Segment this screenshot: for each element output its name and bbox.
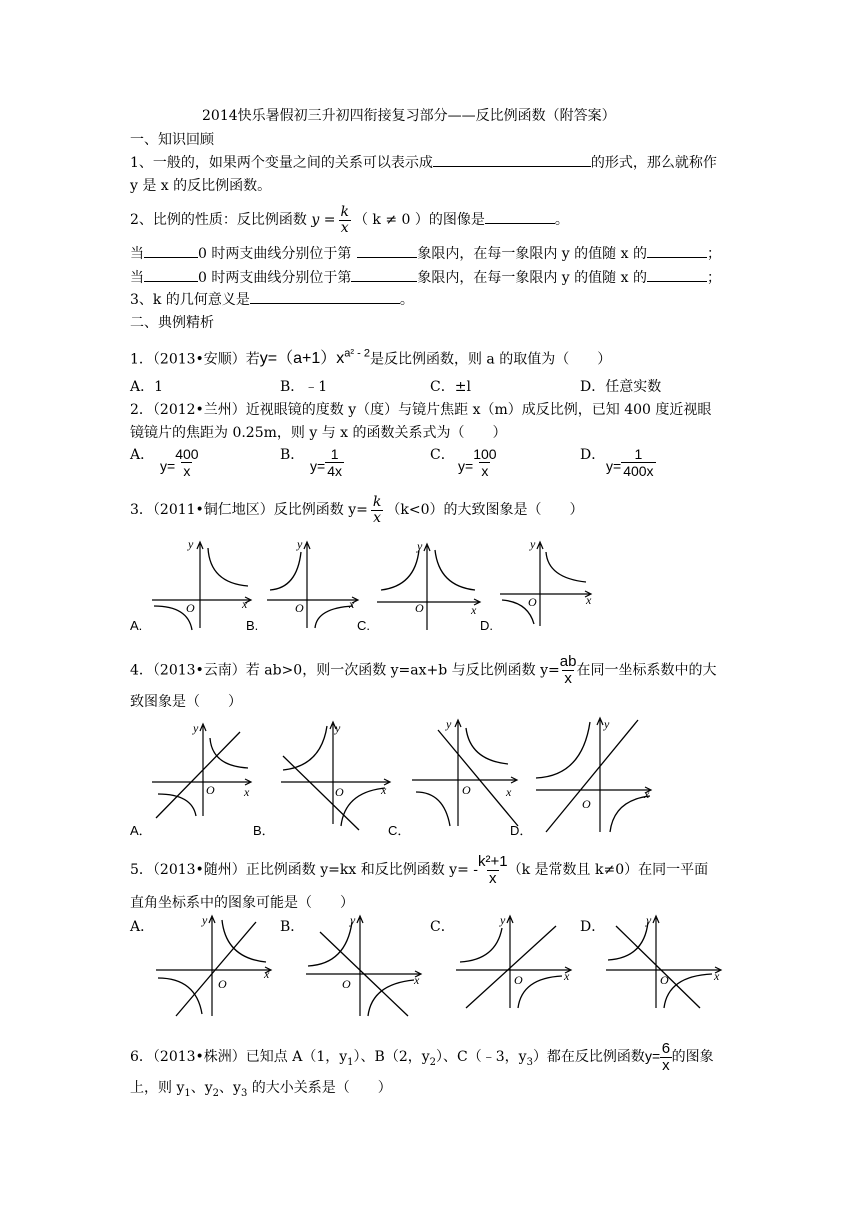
svg-text:x: x: [349, 597, 355, 611]
question-5: 5．（2013•随州）正比例函数 y=kx 和反比例函数 y= - $\frac{\text{k²+1}}{x}$ （k 是常数且 k≠0）在同一平面: [130, 852, 709, 887]
q2-option-b[interactable]: B．: [280, 447, 305, 463]
q2-formula-d: y= $\frac{1}{400x}$: [606, 446, 654, 479]
fraction-k-over-x: $\frac{k}{x}$: [340, 203, 349, 236]
q1-option-a[interactable]: A．1: [130, 379, 164, 395]
knowledge-item-2-case-1: 当 0 时两支曲线分别位于第 象限内，在每一象限内 y 的值随 x 的 ；: [130, 243, 721, 264]
q4-graph-d[interactable]: [532, 714, 656, 834]
svg-text:y: y: [297, 537, 303, 551]
q5-graph-d[interactable]: [602, 912, 726, 1012]
knowledge-item-1-cont: y 是 x 的反比例函数。: [130, 178, 272, 194]
svg-text:O: O: [206, 783, 215, 797]
svg-text:x: x: [714, 969, 720, 983]
svg-text:x: x: [506, 785, 512, 799]
svg-text:x: x: [381, 783, 387, 797]
svg-text:x: x: [644, 787, 650, 801]
section-heading-review: 一、知识回顾: [130, 132, 214, 148]
q3-label-c: C.: [357, 618, 370, 633]
q4-label-a: A．: [130, 823, 152, 838]
question-1: 1．（2013•安顺）若$y=(a+1)x^{a^2 - 2}$是反比例函数，则 a 的取值为（ ）: [130, 348, 612, 368]
q4-graph-c[interactable]: [408, 716, 523, 830]
answer-blank[interactable]: [144, 243, 198, 258]
svg-text:O: O: [582, 797, 591, 811]
q2-option-d[interactable]: D．: [580, 447, 606, 463]
knowledge-item-1: 1、一般的，如果两个变量之间的关系可以表示成 的形式，那么就称作: [130, 152, 717, 173]
svg-text:x: x: [471, 603, 477, 617]
q5-option-d[interactable]: D．: [580, 919, 606, 935]
svg-text:y: y: [188, 537, 194, 551]
q3-graph-c[interactable]: [375, 540, 485, 632]
answer-blank[interactable]: [433, 152, 591, 167]
question-5-cont: 直角坐标系中的图象可能是（ ）: [130, 895, 354, 911]
q5-option-b[interactable]: B．: [280, 919, 305, 935]
svg-text:y: y: [500, 913, 506, 927]
svg-text:O: O: [528, 595, 537, 609]
q5-graph-a[interactable]: [152, 912, 276, 1018]
question-6-cont: 上，则 $y_1$、$y_2$、$y_3$ 的大小关系是（ ）: [130, 1080, 392, 1099]
svg-text:y: y: [530, 537, 536, 551]
svg-text:y: y: [646, 913, 652, 927]
q1-option-b[interactable]: B．﹣1: [280, 379, 328, 395]
q5-option-c[interactable]: C．: [430, 919, 455, 935]
svg-text:O: O: [335, 785, 344, 799]
question-2: 2．（2012•兰州）近视眼镜的度数 y（度）与镜片焦距 x（m）成反比例，已知 400 度近视眼: [130, 402, 712, 418]
knowledge-item-2: 2、比例的性质：反比例函数 y = $\frac{k}{x}$ （ k ≠ 0 ）的图像是 。: [130, 203, 569, 236]
svg-text:O: O: [218, 977, 227, 991]
q2-formula-c: y= $\frac{100}{x}$: [458, 446, 497, 479]
q3-graph-a[interactable]: [150, 538, 260, 633]
q2-formula-b: y= $\frac{1}{4x}$: [310, 446, 342, 479]
q1-option-d[interactable]: D．任意实数: [580, 379, 662, 395]
q5-option-a[interactable]: A．: [130, 919, 155, 935]
svg-text:O: O: [514, 973, 523, 987]
q2-option-a[interactable]: A．: [130, 447, 155, 463]
q4-label-b: B．: [253, 823, 275, 838]
q2-formula-a: y= $\frac{400}{x}$: [160, 446, 199, 479]
q2-option-c[interactable]: C．: [430, 447, 455, 463]
answer-blank[interactable]: [357, 243, 417, 258]
q3-graph-d[interactable]: [498, 538, 598, 630]
answer-blank[interactable]: [144, 267, 198, 282]
q4-graph-a[interactable]: [148, 720, 258, 820]
knowledge-item-2-case-2: 当 0 时两支曲线分别位于第 象限内，在每一象限内 y 的值随 x 的 ；: [130, 267, 721, 288]
q5-graph-c[interactable]: [452, 912, 576, 1012]
question-4-cont: 致图象是（ ）: [130, 694, 242, 710]
q4-label-d: D．: [510, 823, 533, 838]
answer-blank[interactable]: [250, 289, 400, 304]
answer-blank[interactable]: [485, 209, 555, 224]
question-4: 4．（2013•云南）若 ab>0，则一次函数 y=ax+b 与反比例函数 y= $\frac{ab}{x}$ 在同一坐标系数中的大: [130, 653, 717, 687]
svg-text:x: x: [414, 973, 420, 987]
question-3: 3．（2011•铜仁地区）反比例函数 y= $\frac{k}{x}$ （k<0）的大致图象是（ ）: [130, 493, 584, 526]
answer-blank[interactable]: [647, 243, 707, 258]
answer-blank[interactable]: [351, 267, 417, 282]
q4-label-c: C．: [388, 823, 411, 838]
q3-label-b: B.: [246, 618, 259, 633]
question-2-cont: 镜镜片的焦距为 0.25m，则 y 与 x 的函数关系式为（ ）: [130, 425, 507, 441]
section-heading-examples: 二、典例精析: [130, 315, 214, 331]
svg-text:y: y: [417, 539, 423, 553]
q3-label-a: A.: [130, 618, 143, 633]
document-title: 2014快乐暑假初三升初四衔接复习部分——反比例函数（附答案）: [202, 108, 616, 124]
knowledge-item-3: 3、k 的几何意义是 。: [130, 289, 414, 310]
svg-text:O: O: [342, 977, 351, 991]
svg-text:y: y: [446, 717, 452, 731]
q4-graph-b[interactable]: [275, 718, 395, 830]
svg-text:O: O: [660, 973, 669, 987]
svg-text:O: O: [462, 783, 471, 797]
svg-text:y: y: [193, 721, 199, 735]
svg-text:x: x: [244, 785, 250, 799]
svg-text:O: O: [415, 601, 424, 615]
q1-option-c[interactable]: C．±l: [430, 379, 471, 395]
svg-text:y: y: [335, 721, 341, 735]
svg-text:x: x: [586, 593, 592, 607]
q5-graph-b[interactable]: [302, 912, 426, 1020]
q3-label-d: D.: [480, 618, 493, 633]
svg-text:x: x: [242, 597, 248, 611]
svg-text:x: x: [264, 967, 270, 981]
svg-text:O: O: [186, 601, 195, 615]
svg-text:O: O: [295, 601, 304, 615]
svg-text:y: y: [202, 913, 208, 927]
q3-graph-b[interactable]: [265, 538, 365, 633]
answer-blank[interactable]: [647, 267, 707, 282]
svg-text:x: x: [564, 969, 570, 983]
question-6: 6．（2013•株洲）已知点 A（1，$y_1$）、B（2，$y_2$）、C（﹣3，$y_3$）都在反比例函数y= $\frac{6}{x}$ 的图象: [130, 1039, 714, 1074]
svg-text:y: y: [604, 717, 610, 731]
svg-text:y: y: [350, 913, 356, 927]
